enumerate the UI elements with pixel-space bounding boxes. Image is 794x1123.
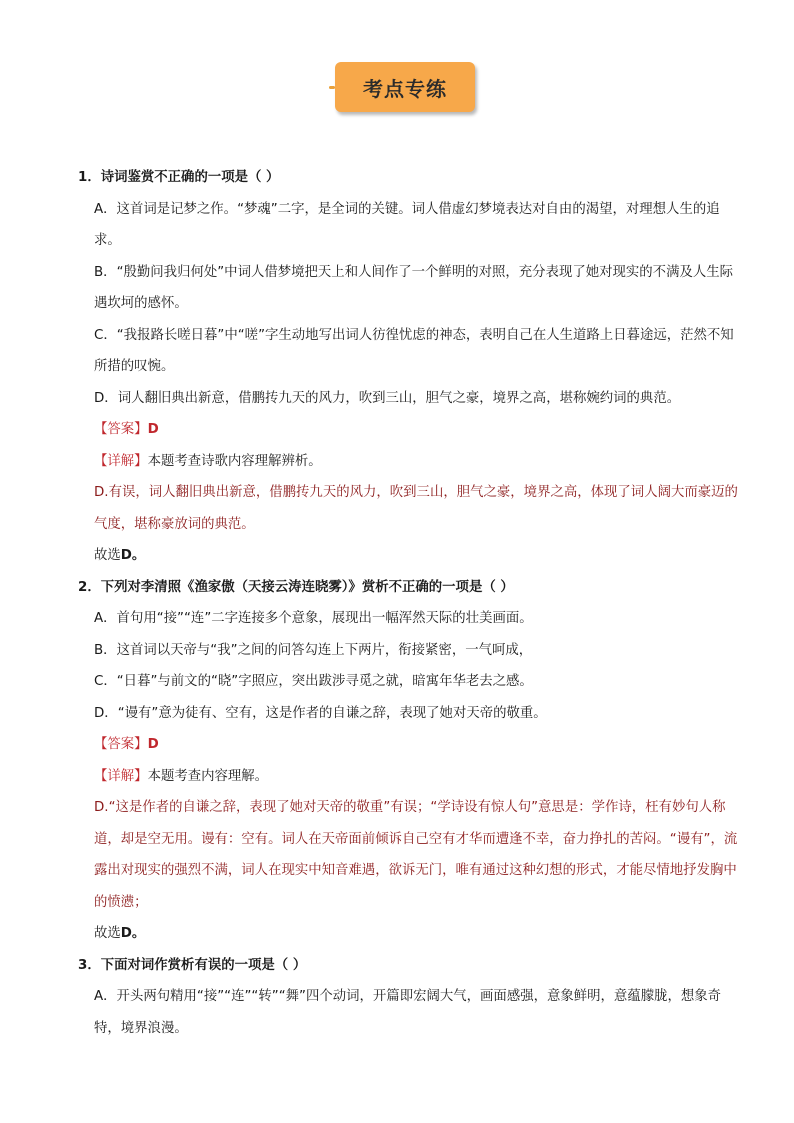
- conclusion-value: D。: [120, 548, 146, 563]
- question-title: 3．下面对词作赏析有误的一项是（ ）: [78, 957, 307, 973]
- option-d: D．词人翻旧典出新意，借鹏抟九天的风力，吹到三山，胆气之豪，境界之高，堪称婉约词的典范。: [94, 390, 681, 406]
- question-2: [78, 572, 738, 950]
- conclusion-value: D。: [120, 926, 146, 941]
- answer-value: D: [147, 422, 159, 437]
- answer-line: [78, 414, 738, 446]
- question-title: 1．诗词鉴赏不正确的一项是（ ）: [78, 170, 280, 185]
- option-b: B．“殷勤问我归何处”中词人借梦境把天上和人间作了一个鲜明的对照，充分表现了她对现实的不满及人生际遇坎坷的感怀。: [94, 264, 734, 311]
- answer-label: 【答案】: [94, 422, 148, 437]
- option-a: A．开头两句精用“接”“连”“转”“舞”四个动词，开篇即宏阔大气，画面感强，意象鲜明，意蕴朦胧，想象奇特，境界浪漫。: [94, 989, 722, 1036]
- detail-label: 【详解】: [94, 453, 148, 469]
- question-title: 2．下列对李清照《渔家傲（天接云涛连晓雾）》赏析不正确的一项是（ ）: [78, 579, 514, 595]
- detail-body: D.有误，词人翻旧典出新意，借鹏抟九天的风力，吹到三山，胆气之豪，境界之高，体现了词人阔大而豪迈的气度，堪称豪放词的典范。: [94, 485, 738, 532]
- conclusion-line: [78, 918, 738, 950]
- conclusion-prefix: 故选: [94, 926, 121, 941]
- conclusion-line: [78, 540, 738, 572]
- detail-label: 【详解】: [94, 768, 148, 784]
- document-body: [78, 162, 738, 1044]
- answer-line: [78, 729, 738, 761]
- banner-title: 考点专练: [335, 62, 475, 112]
- answer-label: 【答案】: [94, 737, 148, 752]
- option-c: C．“我报路长嗟日暮”中“嗟”字生动地写出词人彷徨忧虑的神态，表明自己在人生道路上日暮途远，茫然不知所措的叹惋。: [94, 327, 734, 374]
- option-a: A．首句用“接”“连”二字连接多个意象，展现出一幅浑然天际的壮美画面。: [94, 611, 533, 626]
- option-a: A．这首词是记梦之作。“梦魂”二字，是全词的关键。词人借虚幻梦境表达对自由的渴望，对理想人生的追求。: [94, 201, 720, 248]
- section-banner: [0, 62, 794, 114]
- detail-line: [78, 761, 738, 793]
- detail-intro: 本题考查内容理解。: [147, 768, 269, 784]
- question-1: [78, 162, 738, 572]
- detail-intro: 本题考查诗歌内容理解辨析。: [147, 453, 322, 469]
- option-d: D．“谩有”意为徒有、空有，这是作者的自谦之辞，表现了她对天帝的敬重。: [94, 705, 547, 721]
- option-c: C．“日暮”与前文的“晓”字照应，突出跋涉寻觅之就，暗寓年华老去之感。: [94, 674, 533, 689]
- option-b: B．这首词以天帝与“我”之间的问答勾连上下两片，衔接紧密，一气呵成，: [94, 642, 533, 658]
- detail-line: [78, 446, 738, 478]
- answer-value: D: [147, 737, 159, 752]
- detail-body: D.“这是作者的自谦之辞，表现了她对天帝的敬重”有误；“学诗设有惊人句”意思是：学作诗，枉有妙句人称道，却是空无用。谩有：空有。词人在天帝面前倾诉自己空有才华而遭逢不幸，奋力挣扎的苦闷。“谩有”，流露出对现实的强烈不满，词人在现实中知音难遇，欲诉无门，唯有通过这种幻想的形式，才能尽情地抒发胸中的愤懑；: [94, 800, 738, 910]
- conclusion-prefix: 故选: [94, 548, 121, 563]
- question-3: [78, 950, 738, 1045]
